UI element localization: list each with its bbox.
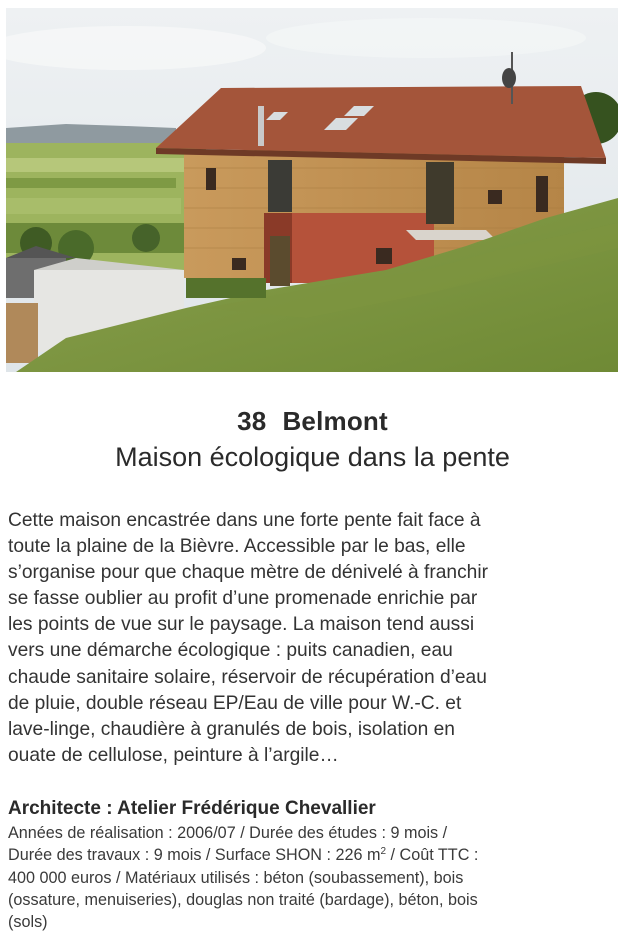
article-title	[0, 404, 625, 438]
house-photo-illustration	[6, 8, 618, 372]
description-line: lave-linge, chaudière à granulés de bois, isolation en	[8, 718, 455, 740]
details-surface-text: Durée des travaux : 9 mois / Surface SHON : 226 m	[8, 846, 381, 865]
details-surface-exponent: 2	[380, 846, 387, 858]
article-heading	[0, 404, 625, 474]
description-line: ouate de cellulose, peinture à l’argile…	[8, 744, 339, 766]
description-line: de pluie, double réseau EP/Eau de ville pour W.-C. et	[8, 692, 462, 714]
project-details	[8, 822, 620, 933]
details-line: (ossature, menuiseries), douglas non traité (bardage), béton, bois	[8, 890, 478, 909]
description-line: chaude sanitaire solaire, réservoir de récupération d’eau	[8, 666, 487, 688]
article-number: 38	[237, 406, 267, 436]
description-line: se fasse oublier au profit d’une promenade enrichie par	[8, 588, 478, 610]
article-subtitle: Maison écologique dans la pente	[115, 442, 510, 472]
description-line: les points de vue sur le paysage. La maison tend aussi	[8, 614, 475, 636]
article-place: Belmont	[282, 406, 388, 436]
description-line: vers une démarche écologique : puits canadien, eau	[8, 640, 453, 662]
description-line: Cette maison encastrée dans une forte pente fait face à	[8, 510, 481, 531]
details-line: (sols)	[8, 913, 48, 932]
description-line: toute la plaine de la Bièvre. Accessible par le bas, elle	[8, 536, 466, 558]
details-line: Années de réalisation : 2006/07 / Durée des études : 9 mois /	[8, 824, 448, 842]
details-cost-label: / Coût TTC :	[386, 846, 479, 865]
details-line: 400 000 euros / Matériaux utilisés : béton (soubassement), bois	[8, 868, 464, 887]
article-description	[8, 508, 618, 769]
description-line: s’organise pour que chaque mètre de dénivelé à franchir	[8, 562, 488, 584]
details-line	[8, 844, 620, 866]
house-photo	[6, 8, 618, 372]
architect-credit: Architecte : Atelier Frédérique Chevallier	[8, 798, 376, 819]
